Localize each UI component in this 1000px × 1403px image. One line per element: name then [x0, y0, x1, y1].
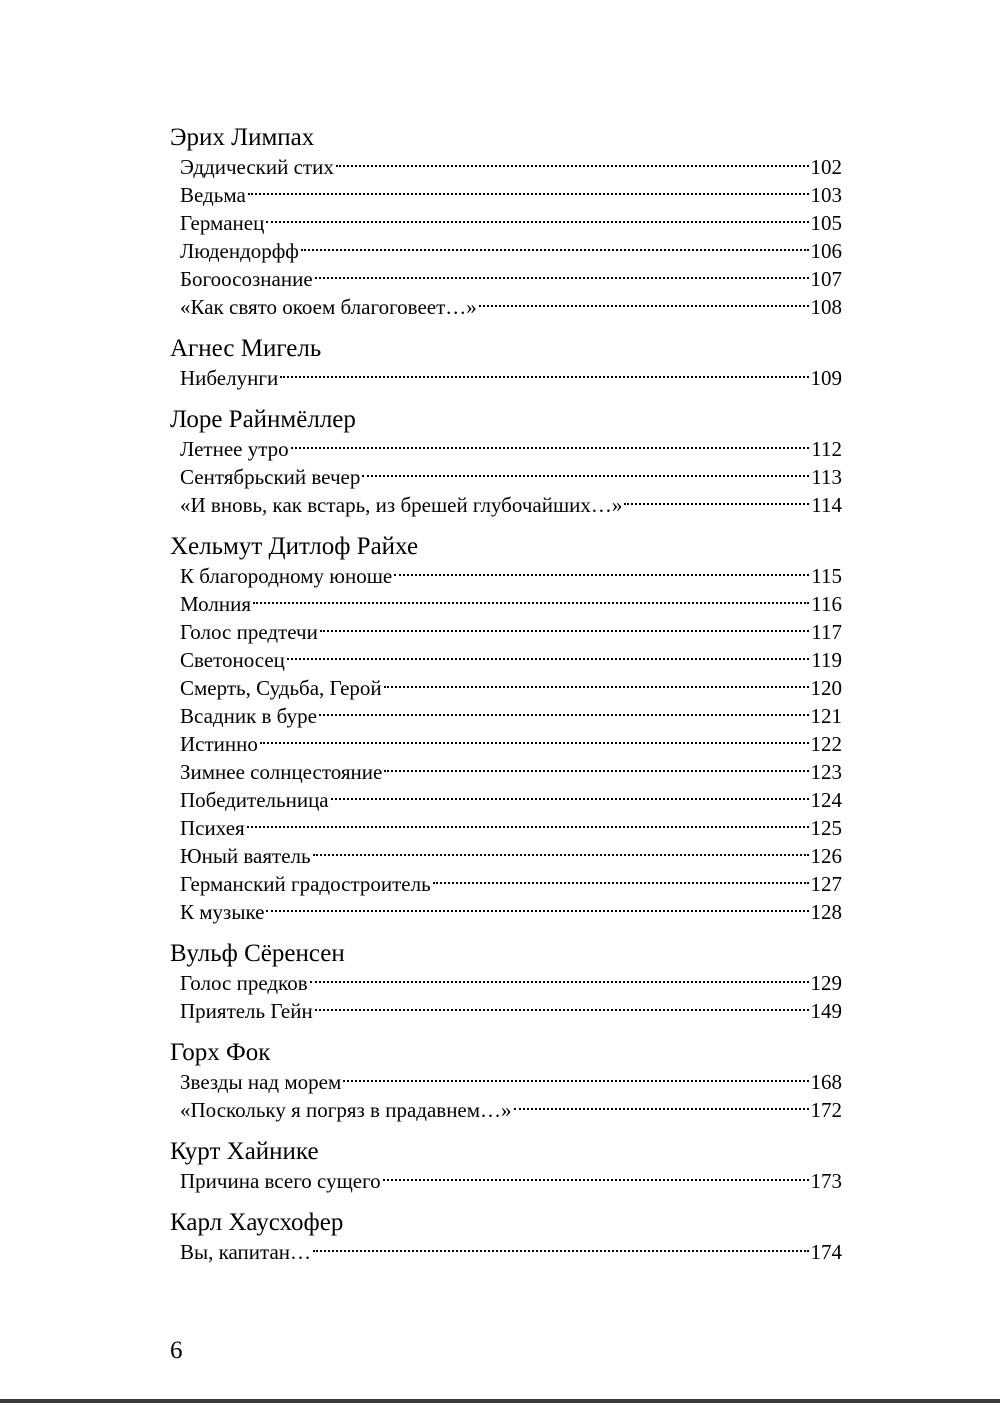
- entry-page-number: 149: [810, 999, 842, 1023]
- dot-leader: [514, 1108, 809, 1110]
- entry-title: Приятель Гейн: [180, 999, 313, 1023]
- entry-page-number: 125: [810, 816, 842, 840]
- entry-page-number: 120: [810, 676, 842, 700]
- entry-title: К благородному юноше: [180, 564, 393, 588]
- entry-page-number: 103: [810, 183, 842, 207]
- entry-title: Причина всего сущего: [180, 1169, 381, 1193]
- dot-leader: [266, 221, 808, 223]
- entry-page-number: 123: [810, 760, 842, 784]
- toc-entry[interactable]: [170, 181, 842, 209]
- entry-title: Истинно: [180, 732, 258, 756]
- entry-title: «И вновь, как встарь, из брешей глубочайших…»: [180, 493, 623, 517]
- entry-title: Вы, капитан…: [180, 1240, 312, 1264]
- author-heading: Эрих Лимпах: [170, 124, 315, 151]
- dot-leader: [384, 770, 808, 772]
- toc-entry[interactable]: [170, 1167, 842, 1195]
- dot-leader: [248, 193, 809, 195]
- toc-entry[interactable]: [170, 758, 842, 786]
- dot-leader: [266, 910, 808, 912]
- toc-entry[interactable]: [170, 1096, 842, 1124]
- entry-title: Нибелунги: [180, 366, 279, 390]
- entry-page-number: 117: [811, 620, 842, 644]
- entry-page-number: 108: [810, 295, 842, 319]
- toc-entry[interactable]: [170, 898, 842, 926]
- page-number: 6: [170, 1337, 183, 1364]
- toc-entry[interactable]: [170, 1068, 842, 1096]
- toc-entry[interactable]: [170, 786, 842, 814]
- entry-title: Голос предтечи: [180, 620, 318, 644]
- toc-entry[interactable]: [170, 463, 842, 491]
- entry-title: Звезды над морем: [180, 1070, 342, 1094]
- entry-title: «Поскольку я погряз в прадавнем…»: [180, 1098, 512, 1122]
- entry-title: Юный ваятель: [180, 844, 311, 868]
- entry-title: Германец: [180, 211, 265, 235]
- entry-title: Ведьма: [180, 183, 246, 207]
- toc-entry[interactable]: [170, 814, 842, 842]
- entry-page-number: 168: [810, 1070, 842, 1094]
- toc-entry[interactable]: [170, 997, 842, 1025]
- entry-page-number: 105: [810, 211, 842, 235]
- entry-page-number: 121: [810, 704, 842, 728]
- toc-section: [170, 404, 842, 519]
- dot-leader: [313, 854, 809, 856]
- entry-page-number: 172: [810, 1098, 842, 1122]
- dot-leader: [394, 574, 809, 576]
- toc-section: [170, 1207, 842, 1266]
- dot-leader: [313, 1250, 808, 1252]
- toc-entry[interactable]: [170, 293, 842, 321]
- entry-page-number: 119: [811, 648, 842, 672]
- toc-section: [170, 938, 842, 1025]
- author-heading: Горх Фок: [170, 1039, 271, 1066]
- author-heading: Вульф Сёренсен: [170, 940, 345, 967]
- author-heading: Лоре Райнмёллер: [170, 406, 356, 433]
- toc-section: [170, 122, 842, 321]
- toc-entry[interactable]: [170, 870, 842, 898]
- entry-title: Сентябрьский вечер: [180, 465, 361, 489]
- toc-entry[interactable]: [170, 674, 842, 702]
- toc-entry[interactable]: [170, 702, 842, 730]
- entry-page-number: 124: [810, 788, 842, 812]
- dot-leader: [315, 1009, 809, 1011]
- entry-title: Голос предков: [180, 971, 308, 995]
- entry-page-number: 173: [810, 1169, 842, 1193]
- entry-page-number: 114: [811, 493, 842, 517]
- dot-leader: [383, 1179, 809, 1181]
- dot-leader: [253, 602, 809, 604]
- toc-entry[interactable]: [170, 237, 842, 265]
- toc-entry[interactable]: [170, 969, 842, 997]
- entry-page-number: 129: [810, 971, 842, 995]
- toc-entry[interactable]: [170, 1238, 842, 1266]
- dot-leader: [362, 475, 809, 477]
- toc-entry[interactable]: [170, 435, 842, 463]
- toc-section: [170, 333, 842, 392]
- page-edge: [0, 1399, 1000, 1403]
- toc-entry[interactable]: [170, 209, 842, 237]
- dot-leader: [320, 630, 809, 632]
- entry-page-number: 122: [810, 732, 842, 756]
- entry-title: Психея: [180, 816, 245, 840]
- entry-title: Зимнее солнцестояние: [180, 760, 383, 784]
- entry-page-number: 126: [810, 844, 842, 868]
- dot-leader: [310, 981, 809, 983]
- entry-title: Всадник в буре: [180, 704, 317, 728]
- table-of-contents: [170, 122, 842, 1266]
- toc-entry[interactable]: [170, 618, 842, 646]
- toc-section: [170, 1136, 842, 1195]
- toc-entry[interactable]: [170, 646, 842, 674]
- dot-leader: [343, 1080, 808, 1082]
- toc-section: [170, 531, 842, 926]
- author-heading: Хельмут Дитлоф Райхе: [170, 533, 419, 560]
- entry-page-number: 106: [810, 239, 842, 263]
- entry-title: «Как свято окоем благоговеет…»: [180, 295, 477, 319]
- author-heading: Курт Хайнике: [170, 1138, 319, 1165]
- toc-entry[interactable]: [170, 265, 842, 293]
- dot-leader: [247, 826, 809, 828]
- toc-entry[interactable]: [170, 842, 842, 870]
- entry-title: Молния: [180, 592, 251, 616]
- entry-title: Германский градостроитель: [180, 872, 431, 896]
- entry-title: Летнее утро: [180, 437, 289, 461]
- toc-entry[interactable]: [170, 590, 842, 618]
- toc-entry[interactable]: [170, 562, 842, 590]
- dot-leader: [260, 742, 809, 744]
- entry-page-number: 107: [810, 267, 842, 291]
- dot-leader: [291, 447, 810, 449]
- dot-leader: [331, 798, 809, 800]
- entry-page-number: 102: [810, 155, 842, 179]
- entry-page-number: 115: [811, 564, 842, 588]
- dot-leader: [624, 503, 809, 505]
- author-heading: Карл Хаусхофер: [170, 1209, 344, 1236]
- toc-entry[interactable]: [170, 491, 842, 519]
- dot-leader: [319, 714, 809, 716]
- toc-entry[interactable]: [170, 364, 842, 392]
- toc-section: [170, 1037, 842, 1124]
- entry-title: К музыке: [180, 900, 265, 924]
- dot-leader: [315, 277, 809, 279]
- dot-leader: [336, 165, 809, 167]
- entry-title: Эддический стих: [180, 155, 334, 179]
- dot-leader: [301, 249, 809, 251]
- entry-page-number: 112: [811, 437, 842, 461]
- entry-title: Людендорфф: [180, 239, 299, 263]
- toc-entry[interactable]: [170, 730, 842, 758]
- entry-page-number: 174: [810, 1240, 842, 1264]
- entry-title: Смерть, Судьба, Герой: [180, 676, 382, 700]
- entry-page-number: 113: [811, 465, 842, 489]
- dot-leader: [384, 686, 809, 688]
- toc-entry[interactable]: [170, 153, 842, 181]
- entry-title: Светоносец: [180, 648, 285, 672]
- author-heading: Агнес Мигель: [170, 335, 322, 362]
- entry-page-number: 109: [810, 366, 842, 390]
- entry-page-number: 116: [811, 592, 842, 616]
- dot-leader: [280, 376, 808, 378]
- dot-leader: [479, 305, 809, 307]
- entry-page-number: 128: [810, 900, 842, 924]
- entry-title: Победительница: [180, 788, 329, 812]
- dot-leader: [433, 882, 809, 884]
- entry-page-number: 127: [810, 872, 842, 896]
- entry-title: Богоосознание: [180, 267, 313, 291]
- dot-leader: [287, 658, 809, 660]
